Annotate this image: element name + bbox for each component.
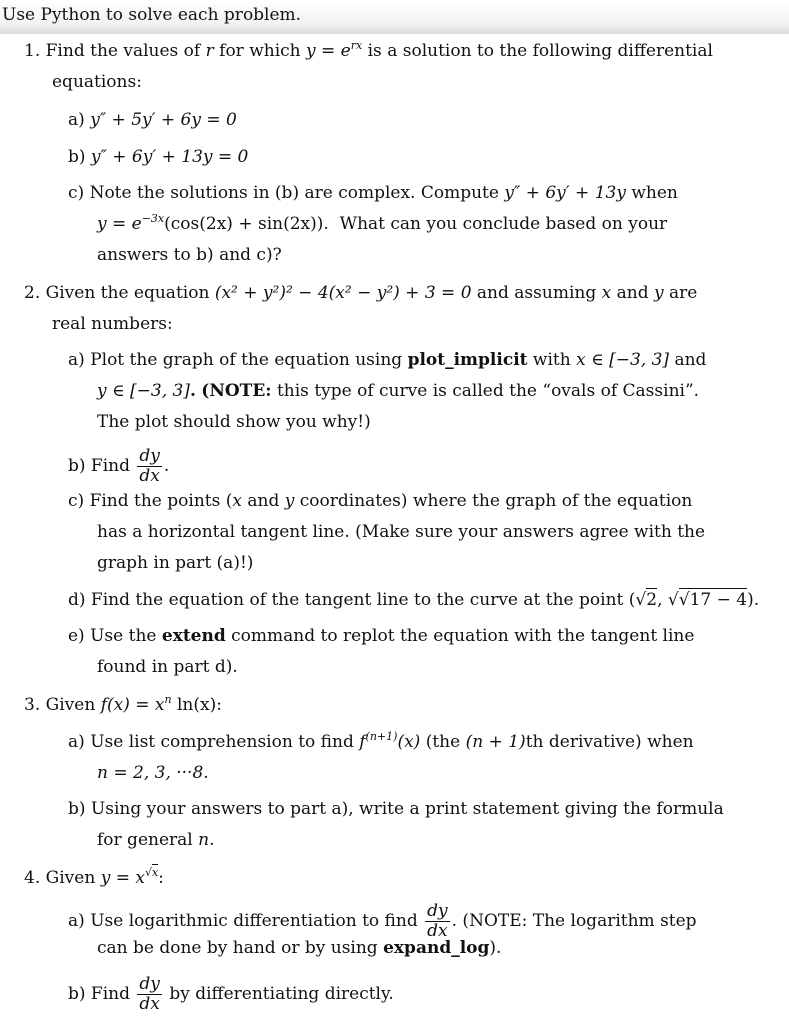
text: this type of curve is called the “ovals of Cassini”. xyxy=(276,381,700,401)
text: answers to b) and c)? xyxy=(97,245,282,265)
math: y xyxy=(654,283,664,303)
text: command to replot the equation with the tangent line xyxy=(231,626,695,646)
text: Find the points ( xyxy=(89,491,233,511)
math-text: y = e xyxy=(97,214,142,234)
math-text: y = x xyxy=(100,868,145,888)
math: ( xyxy=(628,590,636,610)
text: ). xyxy=(489,938,502,958)
math-text: (x) xyxy=(397,732,421,752)
text: (the xyxy=(425,732,461,752)
problem-1c-line-3 xyxy=(97,240,282,271)
math: (cos(2x) + sin(2x)). xyxy=(164,214,329,234)
math: y ∈ [−3, 3] xyxy=(97,381,190,401)
part-label: c) xyxy=(68,183,85,203)
text: . xyxy=(189,381,196,401)
radical-sign: √ xyxy=(678,590,690,610)
text: Find the values of xyxy=(45,41,201,61)
denominator: dx xyxy=(139,466,160,486)
math: y xyxy=(284,491,295,511)
text: Find xyxy=(90,984,130,1004)
part-label: e) xyxy=(68,626,85,646)
text: Given xyxy=(45,868,96,888)
problem-2a-line-1 xyxy=(68,345,706,376)
part-label: c) xyxy=(68,491,85,511)
text: . (NOTE: The logarithm step xyxy=(451,911,697,931)
text: Plot the graph of the equation using xyxy=(90,350,403,370)
problem-2e-line-1 xyxy=(68,621,694,652)
exponent: −3x xyxy=(141,212,165,225)
problem-3b-line-2 xyxy=(97,825,214,856)
part-label: a) xyxy=(68,350,85,370)
problem-1c-line-1 xyxy=(68,178,678,209)
problem-1c-line-2 xyxy=(97,209,667,240)
problem-2c-line-3 xyxy=(97,548,253,579)
text: is a solution to the following differential xyxy=(367,41,713,61)
text: th derivative) when xyxy=(525,732,694,752)
problem-2c-line-2 xyxy=(97,517,705,548)
radicand xyxy=(679,588,747,610)
problem-2-line-1 xyxy=(24,278,697,309)
problem-2b xyxy=(68,447,169,486)
math: x xyxy=(232,491,242,511)
problem-number: 4. xyxy=(24,868,41,888)
problem-3b-line-1 xyxy=(68,794,724,825)
text: and xyxy=(247,491,280,511)
text: can be done by hand or by using xyxy=(97,938,378,958)
math-text: f xyxy=(359,732,366,752)
math: (x² + y²)² − 4(x² − y²) + 3 = 0 xyxy=(214,283,472,303)
part-label: b) xyxy=(68,147,86,167)
text: Given xyxy=(45,695,96,715)
problem-2-line-2 xyxy=(52,309,173,340)
problem-3a-line-2 xyxy=(97,758,209,789)
part-label: b) xyxy=(68,456,86,476)
text: real numbers: xyxy=(52,314,173,334)
problem-2a-line-3 xyxy=(97,407,371,438)
math: n. xyxy=(198,830,215,850)
part-label: a) xyxy=(68,732,85,752)
point xyxy=(629,588,759,610)
math: r xyxy=(205,41,214,61)
text: by differentiating directly. xyxy=(169,984,394,1004)
problem-4-line-1 xyxy=(24,863,164,894)
exponent: (n+1) xyxy=(365,730,398,743)
exponent xyxy=(145,864,158,879)
math xyxy=(97,214,164,234)
text: and assuming xyxy=(476,283,597,303)
problem-number: 3. xyxy=(24,695,41,715)
math: y″ + 6y′ + 13y xyxy=(504,183,626,203)
exponent: rx xyxy=(350,39,363,52)
math xyxy=(101,695,172,715)
problem-number: 1. xyxy=(24,41,41,61)
text: Find xyxy=(90,456,130,476)
radical-sign: √ xyxy=(635,590,647,610)
text: Note the solutions in (b) are complex. Compute xyxy=(89,183,499,203)
text: coordinates) where the graph of the equation xyxy=(299,491,693,511)
math: : xyxy=(158,868,164,888)
note-label: (NOTE: xyxy=(201,381,272,401)
text: Use the xyxy=(90,626,157,646)
math: ). xyxy=(747,590,760,610)
math: x xyxy=(601,283,612,303)
math: − 4 xyxy=(716,590,748,610)
header-text: Use Python to solve each problem. xyxy=(2,5,302,25)
text: graph in part (a)!) xyxy=(97,553,254,573)
exponent: n xyxy=(164,693,172,706)
part-label: a) xyxy=(68,911,85,931)
problem-2d xyxy=(68,585,759,616)
text: Find the equation of the tangent line to the curve at the point xyxy=(90,590,624,610)
radical-sign: √ xyxy=(667,590,679,610)
part-label: a) xyxy=(68,110,85,130)
problem-3-line-1 xyxy=(24,690,222,721)
problem-2e-line-2 xyxy=(97,652,238,683)
part-label: b) xyxy=(68,799,86,819)
denominator: dx xyxy=(139,994,160,1014)
problem-2a-line-2 xyxy=(97,376,699,407)
problem-1a xyxy=(68,105,237,136)
math-text: f(x) = x xyxy=(100,695,165,715)
radicand: x xyxy=(151,866,159,879)
text: and xyxy=(674,350,707,370)
problem-2c-line-1 xyxy=(68,486,692,517)
numerator: dy xyxy=(427,901,448,921)
text: Given the equation xyxy=(45,283,210,303)
math: , xyxy=(657,590,663,610)
problem-1b xyxy=(68,142,248,173)
math: y″ + 6y′ + 13y = 0 xyxy=(90,147,249,167)
math: y″ + 5y′ + 6y = 0 xyxy=(90,110,237,130)
text: are xyxy=(669,283,698,303)
text: with xyxy=(532,350,571,370)
text: Use logarithmic differentiation to find xyxy=(90,911,418,931)
problem-4a-line-2 xyxy=(97,933,501,964)
fraction xyxy=(137,975,162,1014)
text: . xyxy=(163,456,170,476)
problem-1-line-2 xyxy=(52,67,142,98)
radicand: 17 xyxy=(689,590,712,610)
page-header xyxy=(2,0,301,31)
math: n = 2, 3, ···8. xyxy=(97,763,209,783)
text: equations: xyxy=(52,72,142,92)
radicand: 2 xyxy=(646,590,658,610)
part-label: d) xyxy=(68,590,86,610)
problem-number: 2. xyxy=(24,283,41,303)
text: Use list comprehension to find xyxy=(90,732,354,752)
radical-sign: √ xyxy=(144,866,152,879)
math-text: y = e xyxy=(306,41,351,61)
text: Using your answers to part a), write a print statement giving the formula xyxy=(90,799,724,819)
numerator: dy xyxy=(139,446,160,466)
math: (n + 1) xyxy=(465,732,526,752)
math: ln(x): xyxy=(176,695,222,715)
text: The plot should show you why!) xyxy=(97,412,371,432)
command-name: extend xyxy=(161,626,226,646)
numerator: dy xyxy=(139,974,160,994)
text: What can you conclude based on your xyxy=(339,214,668,234)
math xyxy=(306,41,362,61)
problem-3a-line-1 xyxy=(68,727,694,758)
part-label: b) xyxy=(68,984,86,1004)
command-name: expand_log xyxy=(383,938,490,958)
math: x ∈ [−3, 3] xyxy=(576,350,670,370)
text: has a horizontal tangent line. (Make sure your answers agree with the xyxy=(97,522,706,542)
denominator: dx xyxy=(427,921,448,941)
text: when xyxy=(631,183,678,203)
math xyxy=(101,868,158,888)
command-name: plot_implicit xyxy=(407,350,528,370)
text: for which xyxy=(219,41,301,61)
problem-1-line-1 xyxy=(24,36,713,67)
math xyxy=(359,732,420,752)
text: found in part d). xyxy=(97,657,238,677)
text: and xyxy=(616,283,649,303)
fraction xyxy=(137,447,162,486)
text: for general xyxy=(97,830,193,850)
problem-4b xyxy=(68,975,394,1014)
